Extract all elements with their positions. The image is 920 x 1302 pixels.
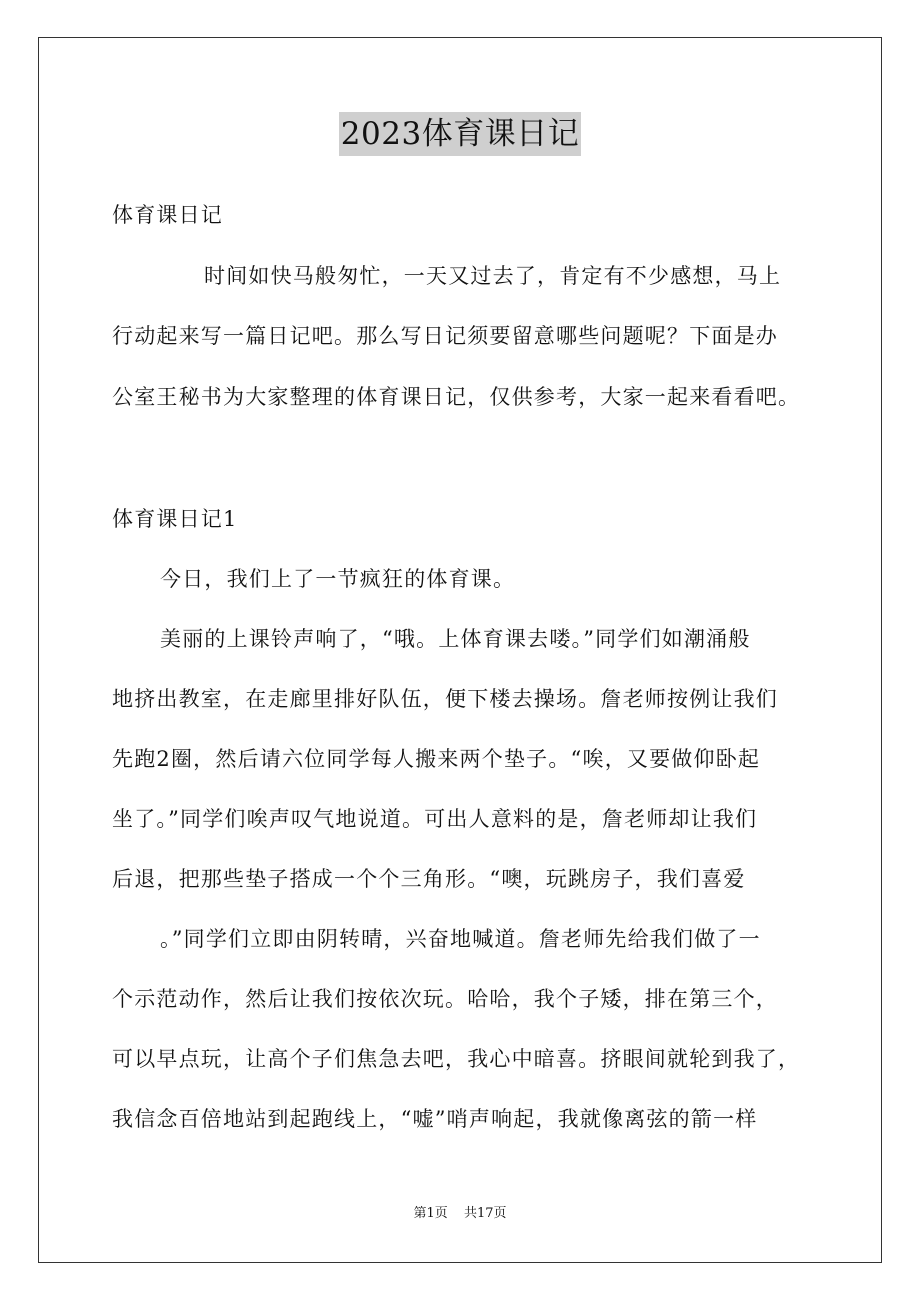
paragraph-line: 先跑2圈，然后请六位同学每人搬来两个垫子。“唉，又要做仰卧起 xyxy=(112,747,761,771)
paragraph-line: 今日，我们上了一节疯狂的体育课。 xyxy=(160,567,516,591)
page-total: 共17页 xyxy=(463,1206,507,1221)
document-title: 2023体育课日记 xyxy=(339,112,581,156)
paragraph-line: 时间如快马般匆忙，一天又过去了，肯定有不少感想，马上 xyxy=(204,264,782,288)
paragraph-line: 。”同学们立即由阴转晴，兴奋地喊道。詹老师先给我们做了一 xyxy=(160,927,761,951)
paragraph-line: 我信念百倍地站到起跑线上，“嘘”哨声响起，我就像离弦的箭一样 xyxy=(112,1107,758,1131)
section-heading: 体育课日记1 xyxy=(112,507,238,531)
paragraph-line: 坐了。”同学们唉声叹气地说道。可出人意料的是，詹老师却让我们 xyxy=(112,807,758,831)
section-heading: 体育课日记 xyxy=(112,203,223,227)
paragraph-line: 美丽的上课铃声响了，“哦。上体育课去喽。”同学们如潮涌般 xyxy=(160,627,751,651)
paragraph-line: 可以早点玩，让高个子们焦急去吧，我心中暗喜。挤眼间就轮到我了， xyxy=(112,1047,801,1071)
paragraph-line: 个示范动作，然后让我们按依次玩。哈哈，我个子矮，排在第三个， xyxy=(112,987,778,1011)
paragraph-line: 行动起来写一篇日记吧。那么写日记须要留意哪些问题呢？下面是办 xyxy=(112,324,778,348)
title-container xyxy=(0,112,920,156)
paragraph-line: 后退，把那些垫子搭成一个个三角形。“噢，玩跳房子，我们喜爱 xyxy=(112,867,746,891)
page-number: 第1页 xyxy=(413,1206,448,1221)
paragraph-line: 地挤出教室，在走廊里排好队伍，便下楼去操场。詹老师按例让我们 xyxy=(112,687,778,711)
page-footer xyxy=(0,1205,920,1223)
paragraph-line: 公室王秘书为大家整理的体育课日记，仅供参考，大家一起来看看吧。 xyxy=(112,385,801,409)
